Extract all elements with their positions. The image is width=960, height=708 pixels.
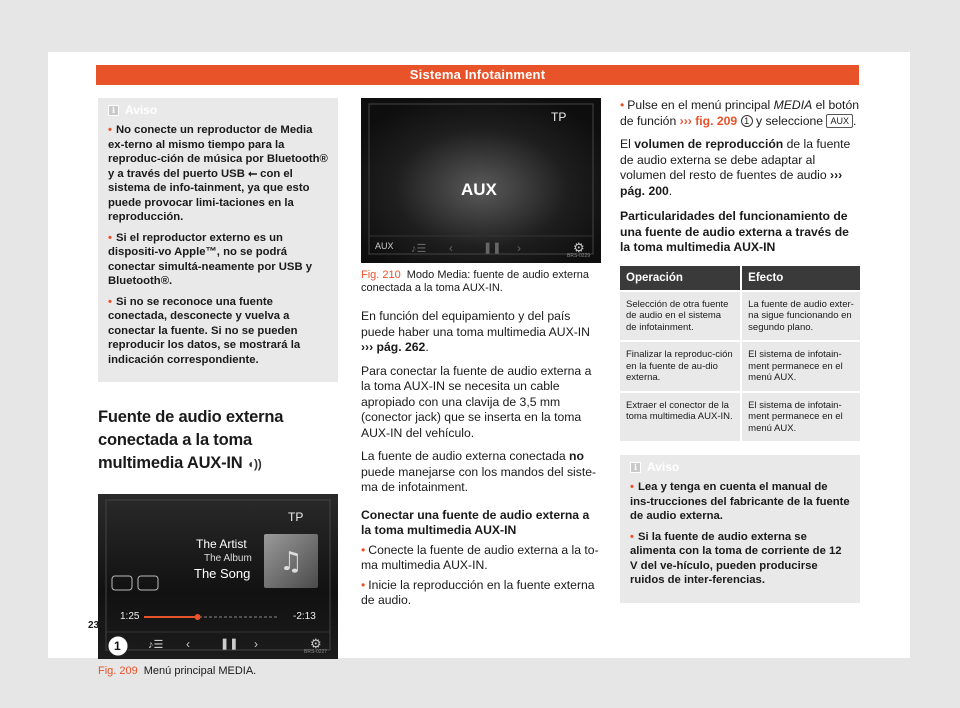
pause-icon: ❚❚ (220, 638, 239, 650)
aux-icon: AUX (375, 241, 394, 251)
info-icon: i (108, 105, 119, 116)
bullet-icon: • (620, 98, 625, 112)
table-row (620, 291, 860, 342)
table-header: Operación (620, 266, 741, 291)
next-icon: › (254, 637, 258, 651)
bullet-icon: • (630, 481, 634, 493)
list-item: • Lea y tenga en cuenta el manual de ins-trucciones del fabricante de la fuente de audio externa. (630, 481, 850, 522)
tp-label: TP (288, 510, 304, 524)
aviso-box (620, 455, 860, 603)
figure-code: BRS-0229 (567, 253, 591, 259)
list-item: • Conecte la fuente de audio externa a la to-ma multimedia AUX-IN. (361, 542, 599, 572)
list-item: • Si no se reconoce una fuente conectada, desconecte y vuelva a conectar la fuente. Si no se pueden reproducir los datos, se mostrará la indicación correspondiente. (108, 295, 301, 366)
subheading: Conectar una fuente de audio externa a la toma multimedia AUX-IN (361, 507, 590, 537)
aviso-title: Aviso (647, 460, 680, 474)
elapsed-time: 1:25 (120, 611, 140, 622)
bullet-icon: • (108, 124, 112, 136)
settings-icon: ⚙ (573, 240, 585, 255)
settings-icon: ⚙ (310, 636, 322, 651)
page-reference[interactable]: ››› pág. 200 (620, 168, 843, 198)
column-1 (98, 98, 338, 678)
prev-icon: ‹ (449, 241, 453, 255)
pause-icon: ❚❚ (483, 242, 502, 254)
list-item: • No conecte un reproductor de Media ex-terno al mismo tiempo para la reproduc-ción de música por Bluetooth® y a través del puerto USB ⭠ con el sistema de info-tainment, ya que esto puede provocar limi-taciones en la reproducción. (108, 124, 328, 223)
table-cell: Extraer el conector de la toma multimedia AUX-IN. (620, 392, 741, 442)
section-header: Sistema Infotainment (96, 65, 859, 85)
table-row (620, 392, 860, 442)
music-note-icon: ♫ (279, 547, 303, 577)
table-row (620, 341, 860, 392)
subheading: Particularidades del funcionamiento de una fuente de audio externa a través de la toma multimedia AUX-IN (620, 209, 849, 254)
figure-caption: Fig. 210 Modo Media: fuente de audio externa conectada a la toma AUX-IN. (361, 269, 589, 294)
section-title: Fuente de audio externa conectada a la toma multimedia AUX-IN ◖)) (98, 408, 284, 472)
paragraph: El volumen de reproducción de la fuente de audio externa se debe adaptar al volumen del resto de fuentes de audio ››› pág. 200. (620, 137, 851, 198)
artist-label: The Artist (196, 537, 247, 551)
aux-key: AUX (826, 114, 853, 128)
aviso-title: Aviso (125, 103, 158, 117)
list-icon: ♪☰ (411, 243, 427, 255)
figure-210-screen (361, 98, 601, 263)
list-item: • Inicie la reproducción en la fuente externa de audio. (361, 577, 595, 607)
paragraph: En función del equipamiento y del país puede haber una toma multimedia AUX-IN ››› pág. 262. (361, 309, 590, 354)
table-cell: Selección de otra fuente de audio en el sistema de infotainment. (620, 291, 741, 342)
operations-table (620, 266, 860, 442)
bullet-icon: • (630, 530, 634, 543)
aviso-box (98, 98, 338, 382)
remaining-time: -2:13 (293, 611, 316, 622)
bullet-icon: • (361, 577, 366, 592)
figure-reference[interactable]: ››› fig. 209 (679, 113, 738, 128)
table-cell: La fuente de audio exter-na sigue funcionando en segundo plano. (741, 291, 860, 342)
page-reference[interactable]: ››› pág. 262 (361, 340, 426, 354)
column-2 (361, 98, 601, 609)
table-header: Efecto (741, 266, 860, 291)
song-label: The Song (194, 566, 251, 581)
bullet-icon: • (108, 295, 112, 308)
paragraph: Para conectar la fuente de audio externa a la toma AUX-IN se necesita un cable apropiado con una clavija de 3,5 mm (conector jack) que se inserta en la toma AUX-IN del vehículo. (361, 363, 592, 440)
callout-circle-icon: 1 (741, 115, 753, 127)
column-3 (620, 98, 860, 603)
figure-caption: Fig. 209 Menú principal MEDIA. (98, 665, 257, 677)
figure-209-screen (98, 494, 338, 659)
page-number: 232 (88, 620, 105, 631)
bullet-icon: • (108, 231, 112, 244)
figure-code: BRS-0227 (304, 649, 328, 655)
info-icon: i (630, 462, 641, 473)
prev-icon: ‹ (186, 637, 190, 651)
audio-wave-icon: ◖)) (246, 457, 262, 471)
table-cell: El sistema de infotain-ment permanece en el menú AUX. (741, 392, 860, 442)
album-label: The Album (204, 553, 252, 564)
list-item: • Si el reproductor externo es un dispositi-vo Apple™, no se podrá conectar simultá-neamente por USB y Bluetooth®. (108, 231, 313, 287)
table-cell: El sistema de infotain-ment permanece en el menú AUX. (741, 341, 860, 392)
list-icon: ♪☰ (148, 639, 164, 651)
list-item: • Pulse en el menú principal MEDIA el botón de función ››› fig. 209 1 y seleccione AUX . (620, 98, 859, 128)
next-icon: › (517, 241, 521, 255)
table-cell: Finalizar la reproduc-ción en la fuente de au-dio externa. (620, 341, 741, 392)
callout-number: 1 (114, 639, 121, 653)
bullet-icon: • (361, 542, 366, 557)
list-item: • Si la fuente de audio externa se alimenta con la toma de corriente de 12 V del ve-hículo, pueden producirse ruidos de inter-ferencias. (630, 530, 842, 586)
paragraph: La fuente de audio externa conectada no puede manejarse con los mandos del siste-ma de infotainment. (361, 449, 597, 494)
progress-knob (195, 614, 201, 620)
tp-label: TP (551, 110, 567, 124)
aux-source-label: AUX (461, 180, 497, 199)
